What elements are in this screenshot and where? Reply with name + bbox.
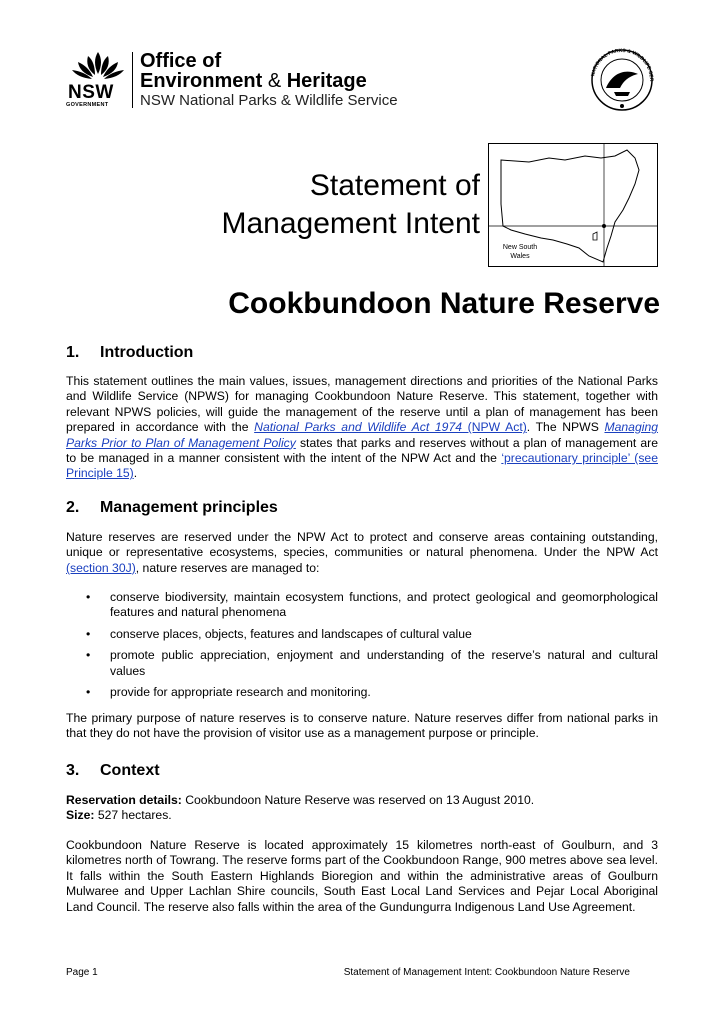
list-item: • promote public appreciation, enjoyment and understanding of the reserve’s natural and cultural values xyxy=(66,648,658,679)
section-heading-context: 3. Context xyxy=(66,762,160,779)
agency-name-line1: Office of xyxy=(140,50,222,72)
agency-name-line2: Environment & Heritage xyxy=(140,70,367,92)
section-30j-link[interactable]: (section 30J) xyxy=(66,560,136,575)
list-item: • provide for appropriate research and monitoring. xyxy=(66,685,658,700)
management-principles-list xyxy=(66,590,658,706)
running-title: Statement of Management Intent: Cookbundoon Nature Reserve xyxy=(343,967,630,978)
primary-purpose-paragraph: The primary purpose of nature reserves is to conserve nature. Nature reserves differ from national parks in that they do not have the provision of visitor use as a management purpose or principle. xyxy=(66,711,658,741)
npw-act-abbrev-link[interactable]: (NPW Act) xyxy=(462,420,527,435)
logo-divider xyxy=(132,52,133,108)
page-number: Page 1 xyxy=(66,967,98,978)
nsw-government-label: GOVERNMENT xyxy=(66,102,109,108)
npw-act-link[interactable]: National Parks and Wildlife Act 1974 xyxy=(254,420,463,435)
section-heading-management-principles: 2. Management principles xyxy=(66,499,278,516)
section-heading-introduction: 1. Introduction xyxy=(66,344,194,361)
map-caption: New South Wales xyxy=(502,244,538,260)
nsw-wordmark: NSW xyxy=(68,82,114,103)
management-principles-paragraph: Nature reserves are reserved under the NPW Act to protect and conserve areas containing outstanding, unique or representative ecosystems, species, communities or natural phenomena. Under the NPW Act (section 30J), nature reserves are managed to: xyxy=(66,530,658,575)
managing-parks-policy-link[interactable]: Managing Parks Prior to Plan of Management Policy xyxy=(66,420,658,450)
emblem-text: NATIONAL PARKS & WILDLIFE SER xyxy=(590,47,655,82)
reservation-details: Reservation details: Cookbundoon Nature Reserve was reserved on 13 August 2010. Size: 527 hectares. xyxy=(66,793,535,823)
context-paragraph: Cookbundoon Nature Reserve is located approximately 15 kilometres north-east of Goulburn, and 3 kilometres north of Towrang. The reserve forms part of the Cookbundoon Range, 900 metres above sea level. It falls within the South Eastern Highlands Bioregion and within the administrative areas of Goulburn Mulwaree and Upper Lachlan Shire councils, South East Local Land Services and Pejar Local Aboriginal Land Council. The reserve also falls within the area of the Gundungurra Indigenous Land Use Agreement. xyxy=(66,838,658,914)
list-item: • conserve biodiversity, maintain ecosystem functions, and protect geological and geomorphological features and natural phenomena xyxy=(66,590,658,621)
introduction-paragraph: This statement outlines the main values, issues, management directions and priorities of the National Parks and Wildlife Service (NPWS) for managing Cookbundoon Nature Reserve. This statement, together with relevant NPWS policies, will guide the management of the reserve until a plan of management has been prepared in accordance with the National Parks and Wildlife Act 1974 (NPW Act). The NPWS Managing Parks Prior to Plan of Management Policy states that parks and reserves without a plan of management are to be managed in a manner consistent with the intent of the NPW Act and the ‘precautionary principle’ (see Principle 15). xyxy=(66,374,659,481)
agency-name-line3: NSW National Parks & Wildlife Service xyxy=(140,92,398,109)
npws-emblem-icon xyxy=(584,44,660,112)
reserve-title: Cookbundoon Nature Reserve xyxy=(228,287,660,320)
document-title-line2: Management Intent xyxy=(221,207,480,240)
document-title-line1: Statement of xyxy=(309,169,480,202)
list-item: • conserve places, objects, features and landscapes of cultural value xyxy=(66,627,658,642)
precautionary-principle-link[interactable]: ‘precautionary principle’ (see Principle 15) xyxy=(66,451,658,481)
